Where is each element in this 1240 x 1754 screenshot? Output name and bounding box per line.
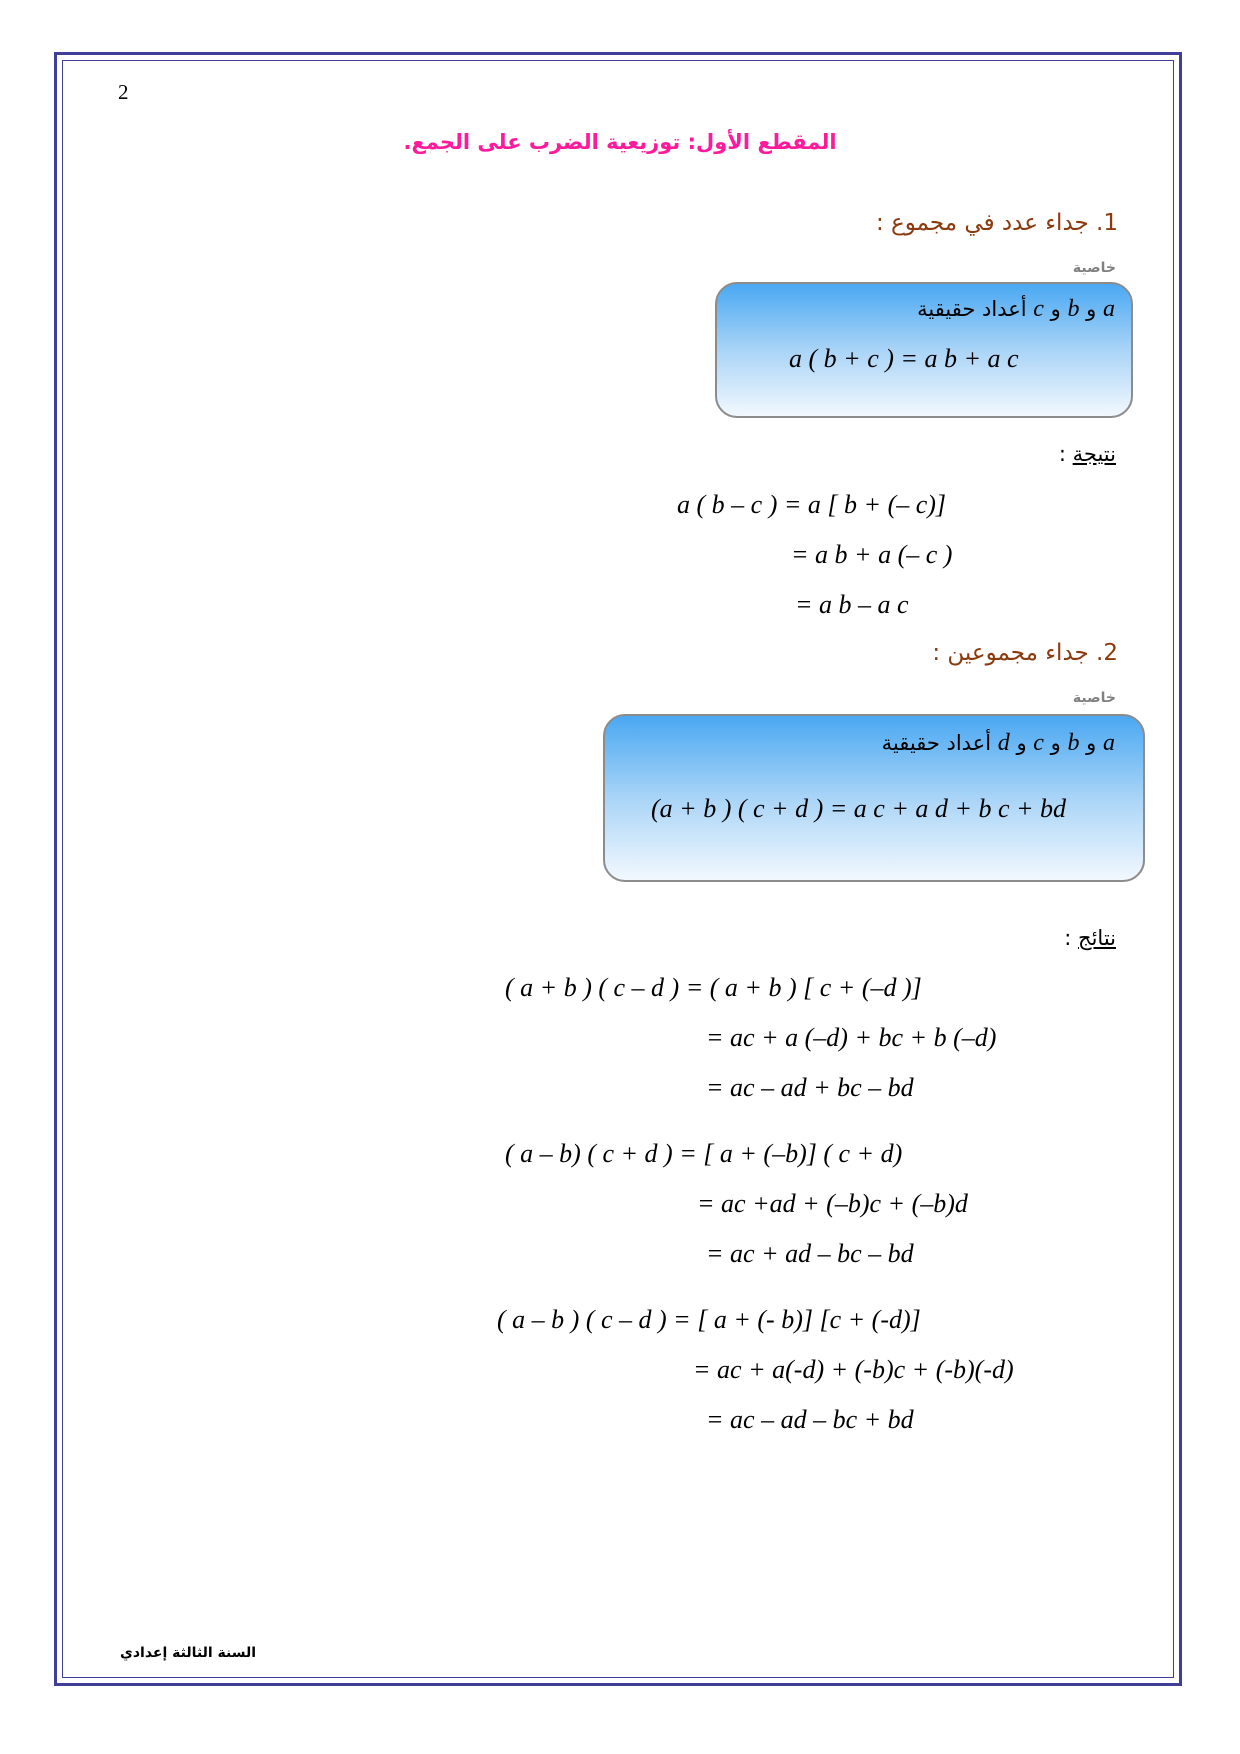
section2-group2-line-1: ( a – b) ( c + d ) = [ a + (–b)] ( c + d) xyxy=(505,1139,903,1168)
and-word: و xyxy=(1050,297,1061,321)
results-colon: : xyxy=(1064,926,1079,950)
and-word: و xyxy=(1050,731,1061,755)
section2-group2-line-2: = ac +ad + (–b)c + (–b)d xyxy=(697,1189,968,1218)
result-colon: : xyxy=(1058,442,1073,466)
section2-group1-line-2: = ac + a (–d) + bc + b (–d) xyxy=(706,1023,997,1052)
var-a: a xyxy=(1103,296,1115,322)
var-c: c xyxy=(1033,730,1044,756)
section2-group1-line-1: ( a + b ) ( c – d ) = ( a + b ) [ c + (–d )] xyxy=(505,973,922,1002)
section1-property-box xyxy=(715,282,1133,418)
var-c: c xyxy=(1033,296,1044,322)
section2-results-heading xyxy=(1064,926,1116,950)
section1-line-2: = a b + a (– c ) xyxy=(791,540,953,569)
section1-property-label: خاصية xyxy=(1072,260,1116,276)
section2-property-label: خاصية xyxy=(1072,690,1116,706)
var-b: b xyxy=(1067,296,1080,322)
section2-group1-line-3: = ac – ad + bc – bd xyxy=(706,1073,914,1102)
and-word: و xyxy=(1016,731,1027,755)
results-label: نتائج xyxy=(1078,926,1116,950)
var-d: d xyxy=(997,730,1010,756)
box-tail-text: أعداد حقيقية xyxy=(881,731,992,755)
and-word: و xyxy=(1086,731,1097,755)
var-b: b xyxy=(1067,730,1080,756)
section1-formula: a ( b + c ) = a b + a c xyxy=(789,344,1019,373)
box-tail-text: أعداد حقيقية xyxy=(917,297,1027,321)
section2-formula: (a + b ) ( c + d ) = a c + a d + b c + bd xyxy=(651,794,1067,823)
section1-line-3: = a b – a c xyxy=(795,590,909,619)
section2-property-box xyxy=(603,714,1145,882)
var-a: a xyxy=(1103,730,1115,756)
section2-box-variables xyxy=(882,730,1115,757)
section2-group3-line-1: ( a – b ) ( c – d ) = [ a + (- b)] [c + (-d)] xyxy=(497,1305,921,1334)
section2-heading: 2. جداء مجموعين : xyxy=(932,640,1118,666)
page-number: 2 xyxy=(118,80,129,104)
section1-box-variables xyxy=(917,296,1115,323)
and-word: و xyxy=(1086,297,1097,321)
section2-group3-line-3: = ac – ad – bc + bd xyxy=(706,1405,914,1434)
section1-heading: 1. جداء عدد في مجموع : xyxy=(875,210,1118,236)
result-label: نتيجة xyxy=(1072,442,1116,466)
section2-group3-line-2: = ac + a(-d) + (-b)c + (-b)(-d) xyxy=(693,1355,1014,1384)
section1-line-1: a ( b – c ) = a [ b + (– c)] xyxy=(677,490,947,519)
section2-group2-line-3: = ac + ad – bc – bd xyxy=(706,1239,914,1268)
footer-grade-label: السنة الثالثة إعدادي xyxy=(120,1645,257,1661)
page-title: المقطع الأول: توزيعية الضرب على الجمع. xyxy=(403,130,837,154)
section1-result-heading xyxy=(1059,442,1116,466)
